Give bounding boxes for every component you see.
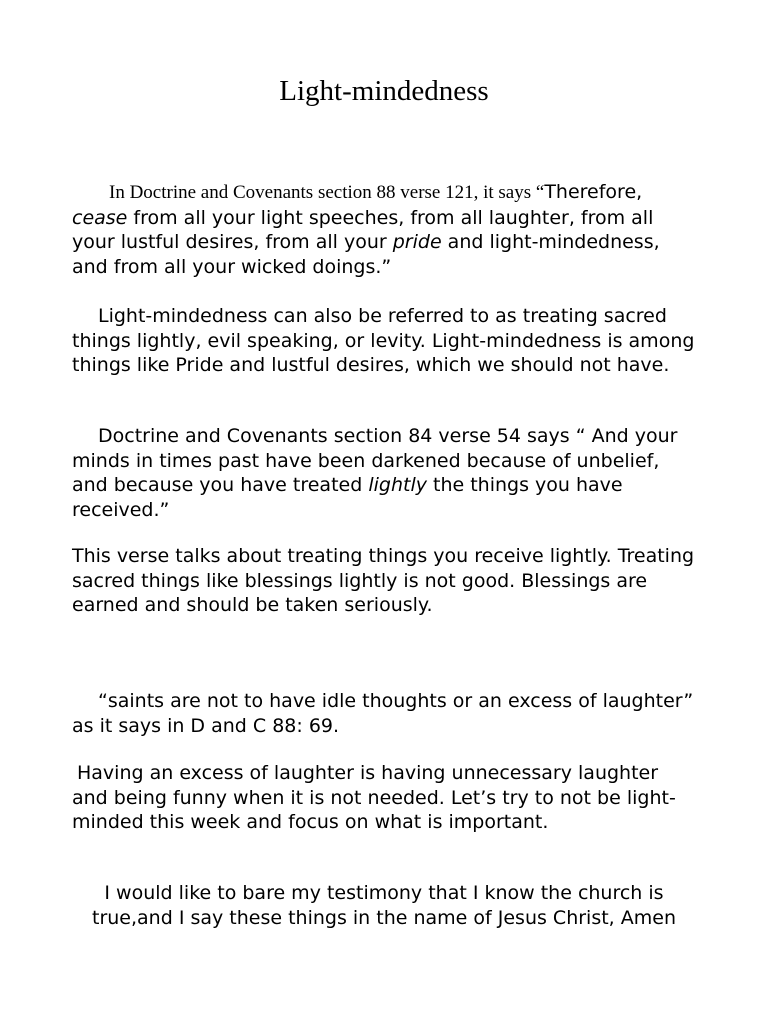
paragraph-verse-explanation: This verse talks about treating things you receive lightly. Treating sacred things like blessings lightly is not good. Blessings are earned and should be taken seriously.: [72, 545, 695, 616]
paragraph-testimony: I would like to bare my testimony that I know the church is true,and I say these things in the name of Jesus Christ, Amen: [92, 882, 676, 929]
quote-text: from all your light speeches, from all laughter, from all your lustful desires, from all your: [72, 206, 654, 253]
paragraph-definition: Light-mindedness can also be referred to as treating sacred things lightly, evil speaking, or levity. Light-mindedness is among things like Pride and lustful desires, which we should not have.: [72, 305, 695, 376]
paragraph-lead-text: In Doctrine and Covenants section 88 verse 121, it says “: [109, 182, 545, 203]
emphasis-lightly: lightly: [368, 474, 427, 496]
quote-text: Doctrine and Covenants section 84 verse 54 says “ And your minds in times past have been darkened because of unbelief, and because you have treated: [72, 425, 678, 496]
emphasis-cease: cease: [72, 206, 128, 229]
paragraph-dc-88-69: “saints are not to have idle thoughts or an excess of laughter” as it says in D and C 88: 69.: [72, 690, 694, 737]
paragraph-dc-88-121: [72, 180, 696, 279]
paragraph-excess-laughter: Having an excess of laughter is having unnecessary laughter and being funny when it is not needed. Let’s try to not be light-minded this week and focus on what is important.: [72, 762, 676, 833]
emphasis-pride: pride: [392, 231, 442, 253]
quote-text: Therefore,: [544, 181, 643, 203]
quote-text: and light-mindedness, and from all your wicked doings.”: [72, 231, 660, 278]
document-title: Light-mindedness: [279, 75, 489, 107]
quote-text: the things you have received.”: [72, 474, 623, 521]
paragraph-dc-84-54: [72, 424, 696, 522]
